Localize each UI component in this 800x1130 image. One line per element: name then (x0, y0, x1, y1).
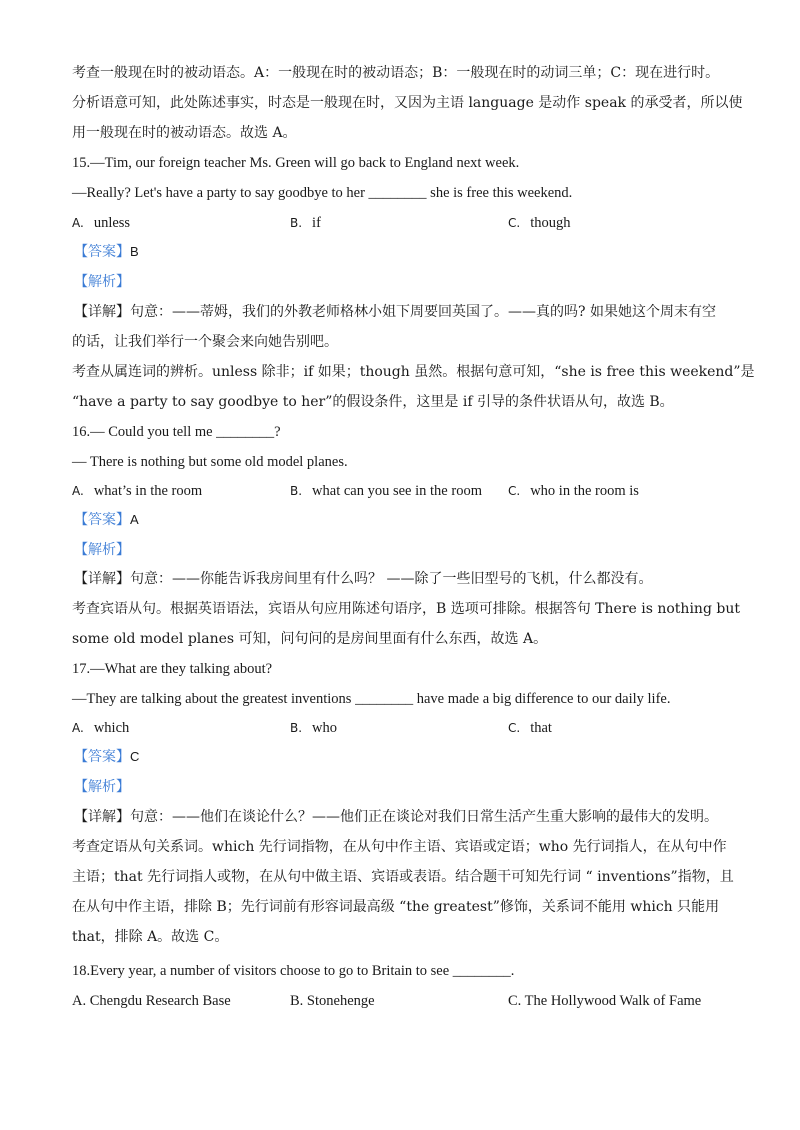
q17-stem-line-2: —They are talking about the greatest inventions ________ have made a big difference to our daily life. (72, 691, 671, 707)
q17-option-a: A. which (72, 720, 130, 736)
q17-detail-line-2: 考查定语从句关系词。which 先行词指物，在从句中作主语、宾语或定语；who 先行词指人，在从句中作 (72, 839, 727, 855)
q16-detail-line-1: 【详解】句意：——你能告诉我房间里有什么吗？ ——除了一些旧型号的飞机，什么都没有。 (74, 571, 653, 587)
q17-option-b: B. who (290, 720, 338, 736)
q15-detail-line-2: 的话，让我们举行一个聚会来向她告别吧。 (72, 334, 338, 350)
q15-detail-line-3: 考查从属连词的辨析。unless 除非；if 如果；though 虽然。根据句意可知，“she is free this weekend”是 (72, 364, 755, 380)
q15-answer: 【答案】B (74, 244, 139, 260)
q17-option-c: C. that (508, 720, 552, 736)
q16-option-c: C. who in the room is (508, 483, 639, 499)
q15-option-c: C. though (508, 215, 571, 231)
q14-explanation-line-1: 考查一般现在时的被动语态。A：一般现在时的被动语态；B：一般现在时的动词三单；C：现在进行时。 (72, 65, 720, 81)
q17-detail-line-5: that，排除 A。故选 C。 (72, 929, 229, 945)
q15-stem-line-2: —Really? Let's have a party to say goodbye to her ________ she is free this weekend. (72, 185, 573, 201)
q18-stem-line-1: 18.Every year, a number of visitors choose to go to Britain to see ________. (72, 963, 515, 979)
q16-detail-line-3: some old model planes 可知，问句问的是房间里面有什么东西，故选 A。 (72, 631, 548, 647)
q17-analysis-label: 【解析】 (74, 779, 130, 795)
q18-option-a: A. Chengdu Research Base (72, 993, 231, 1009)
q16-stem-line-1: 16.— Could you tell me ________? (72, 424, 281, 440)
q16-detail-line-2: 考查宾语从句。根据英语语法，宾语从句应用陈述句语序，B 选项可排除。根据答句 There is nothing but (72, 601, 740, 617)
q15-detail-line-1: 【详解】句意：——蒂姆，我们的外教老师格林小姐下周要回英国了。——真的吗? 如果她这个周末有空 (74, 304, 716, 320)
q16-analysis-label: 【解析】 (74, 542, 130, 558)
q18-option-b: B. Stonehenge (290, 993, 375, 1009)
q15-option-b: B. if (290, 215, 321, 231)
q15-analysis-label: 【解析】 (74, 274, 130, 290)
q14-explanation-line-2: 分析语意可知，此处陈述事实，时态是一般现在时，又因为主语 language 是动作 speak 的承受者，所以使 (72, 95, 743, 111)
q17-detail-line-4: 在从句中作主语，排除 B；先行词前有形容词最高级 “the greatest”修饰，关系词不能用 which 只能用 (72, 899, 720, 915)
q15-detail-line-4: “have a party to say goodbye to her”的假设条件，这里是 if 引导的条件状语从句，故选 B。 (72, 394, 674, 410)
q14-explanation-line-3: 用一般现在时的被动语态。故选 A。 (72, 125, 297, 141)
q15-stem-line-1: 15.—Tim, our foreign teacher Ms. Green will go back to England next week. (72, 155, 520, 171)
q17-detail-line-3: 主语；that 先行词指人或物，在从句中做主语、宾语或表语。结合题干可知先行词 “ inventions”指物，且 (72, 869, 734, 885)
q17-answer: 【答案】C (74, 749, 140, 765)
q18-option-c: C. The Hollywood Walk of Fame (508, 993, 702, 1009)
q16-option-a: A. what’s in the room (72, 483, 203, 499)
q16-answer: 【答案】A (74, 512, 139, 528)
q16-option-b: B. what can you see in the room (290, 483, 482, 499)
q15-option-a: A. unless (72, 215, 131, 231)
q17-stem-line-1: 17.—What are they talking about? (72, 661, 273, 677)
q17-detail-line-1: 【详解】句意：——他们在谈论什么？——他们正在谈论对我们日常生活产生重大影响的最伟大的发明。 (74, 809, 718, 825)
q16-stem-line-2: — There is nothing but some old model planes. (72, 454, 348, 470)
